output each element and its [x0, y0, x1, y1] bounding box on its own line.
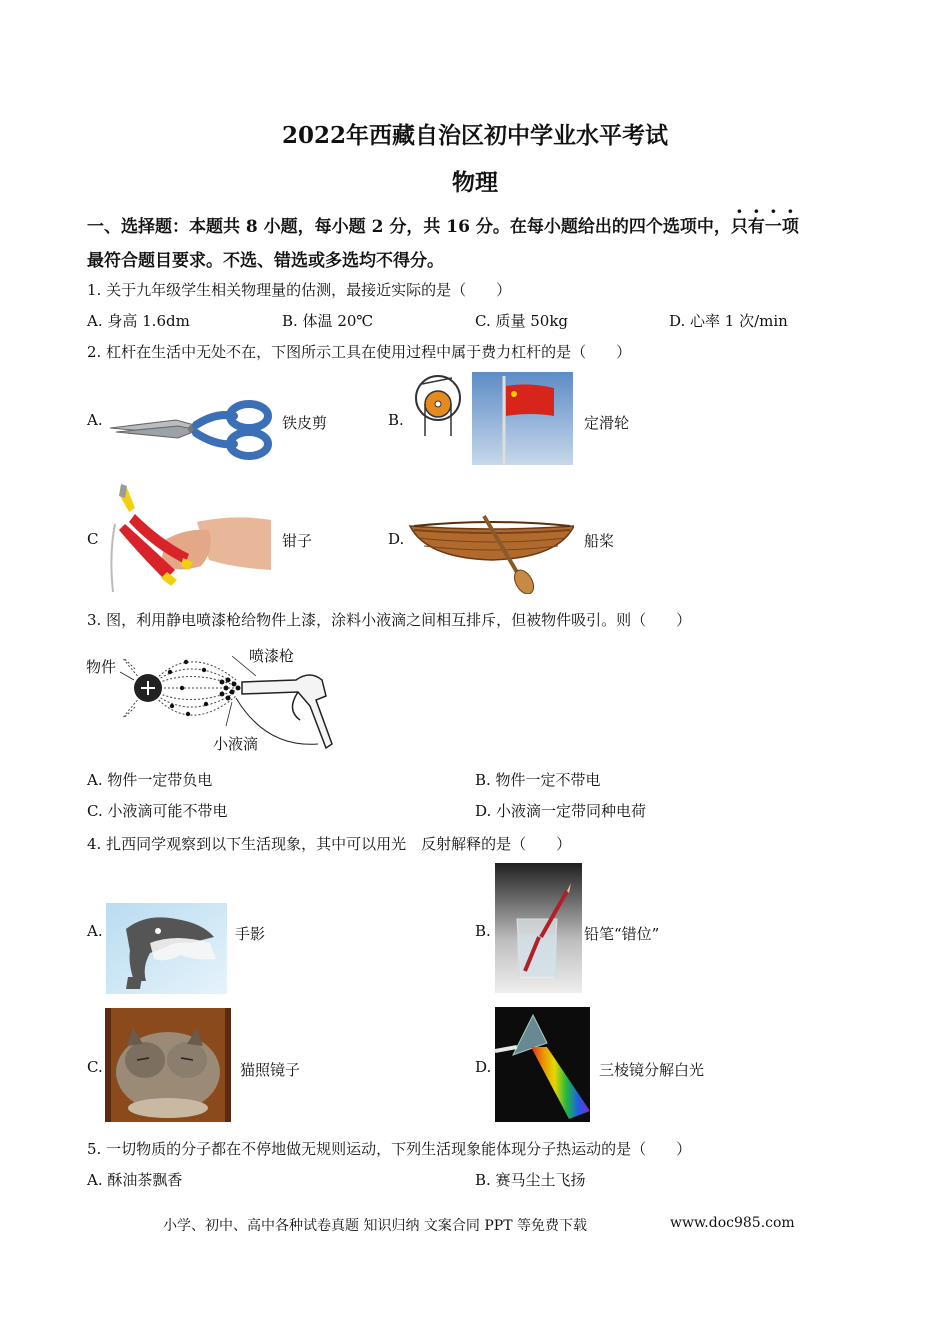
pliers-image [105, 484, 271, 592]
q4-option-a-caption: 手影 [235, 925, 266, 943]
q2-option-d-caption: 船桨 [584, 532, 615, 550]
q3-option-b: B. 物件一定不带电 [475, 771, 601, 789]
footer-text: 小学、初中、高中各种试卷真题 知识归纳 文案合同 PPT 等免费下载 [163, 1218, 587, 1234]
question-2-stem: 2. 杠杆在生活中无处不在，下图所示工具在使用过程中属于费力杠杆的是（ ） [87, 343, 632, 361]
tin-snips-image [106, 398, 272, 464]
q1-option-d: D. 心率 1 次/min [669, 312, 788, 330]
q2-option-d-label: D. [388, 530, 405, 548]
rowboat-oar-image [408, 512, 574, 594]
q4-option-d-caption: 三棱镜分解白光 [599, 1061, 705, 1079]
emphasis-char: 有 [747, 217, 765, 237]
q5-option-a: A. 酥油茶飘香 [87, 1171, 183, 1189]
subject-title: 物理 [452, 169, 498, 196]
q2-option-b-caption: 定滑轮 [584, 414, 630, 432]
q2-option-b-label: B. [388, 411, 404, 429]
label-object: 物件 [86, 658, 117, 676]
question-4-stem: 4. 扎西同学观察到以下生活现象，其中可以用光 反射解释的是（ ） [87, 835, 572, 853]
q1-option-c: C. 质量 50kg [475, 312, 569, 330]
q2-option-c-label: C [87, 530, 99, 548]
q3-option-d: D. 小液滴一定带同种电荷 [475, 802, 647, 820]
footer-link[interactable]: www.doc985.com [670, 1215, 795, 1231]
emphasis-char: 项 [781, 217, 799, 237]
q4-option-b-label: B. [475, 922, 491, 940]
hand-shadow-image [106, 903, 227, 994]
q4-option-c-label: C. [87, 1058, 103, 1076]
fixed-pulley-flag-image [408, 370, 574, 466]
question-1-stem: 1. 关于九年级学生相关物理量的估测，最接近实际的是（ ） [87, 281, 512, 299]
q2-option-a-label: A. [87, 411, 103, 429]
q4-option-c-caption: 猫照镜子 [240, 1061, 301, 1079]
q3-option-a: A. 物件一定带负电 [87, 771, 213, 789]
q4-option-b-caption: 铅笔“错位” [584, 925, 660, 943]
q5-option-b: B. 赛马尘土飞扬 [475, 1171, 586, 1189]
section-heading-text: 一、选择题：本题共 8 小题，每小题 2 分，共 16 分。在每小题给出的四个选项中， [87, 217, 731, 237]
q1-option-b: B. 体温 20℃ [282, 312, 374, 330]
emphasis-char: 只 [730, 217, 748, 237]
section-heading-line2: 最符合题目要求。不选、错选或多选均不得分。 [87, 251, 444, 271]
pencil-in-glass-image [495, 863, 582, 993]
question-5-stem: 5. 一切物质的分子都在不停地做无规则运动，下列生活现象能体现分子热运动的是（ ） [87, 1140, 692, 1158]
section-heading [87, 212, 799, 237]
q4-option-d-label: D. [475, 1058, 492, 1076]
q1-option-a: A. 身高 1.6dm [87, 312, 190, 330]
q2-option-a-caption: 铁皮剪 [282, 414, 328, 432]
exam-title: 2022年西藏自治区初中学业水平考试 [281, 122, 668, 149]
question-3-stem: 3. 图，利用静电喷漆枪给物件上漆，涂料小液滴之间相互排斥，但被物件吸引。则（ ） [87, 611, 692, 629]
cat-mirror-image [105, 1008, 231, 1122]
label-spray-gun: 喷漆枪 [249, 647, 295, 665]
prism-dispersion-image [495, 1007, 590, 1122]
label-droplets: 小液滴 [213, 735, 259, 753]
q2-option-c-caption: 钳子 [282, 532, 313, 550]
q3-option-c: C. 小液滴可能不带电 [87, 802, 228, 820]
emphasis-char: 一 [764, 217, 782, 237]
q4-option-a-label: A. [87, 922, 103, 940]
